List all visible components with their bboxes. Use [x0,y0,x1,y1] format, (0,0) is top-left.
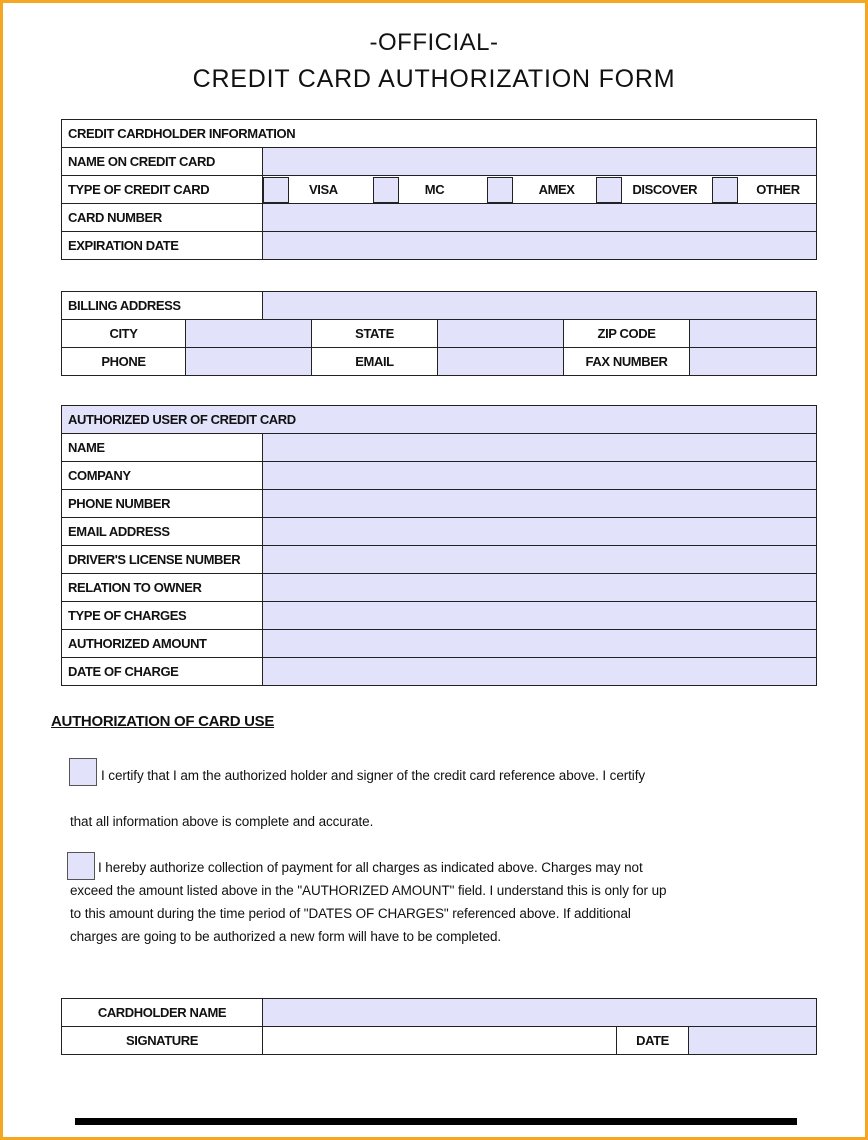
signature-field[interactable] [263,1027,617,1055]
visa-checkbox[interactable] [263,177,289,203]
expiration-date-field[interactable] [263,232,817,260]
city-label: CITY [62,320,186,348]
type-of-charges-label: TYPE OF CHARGES [62,602,263,630]
auth-name-field[interactable] [263,434,817,462]
authorization-heading: AUTHORIZATION OF CARD USE [51,713,275,730]
phone-number-field[interactable] [263,490,817,518]
discover-checkbox[interactable] [596,177,622,203]
footer-rule [75,1118,797,1125]
drivers-license-field[interactable] [263,546,817,574]
fax-number-field[interactable] [690,348,817,376]
mc-checkbox[interactable] [373,177,399,203]
official-label: -OFFICIAL- [369,29,499,56]
visa-label: VISA [309,182,338,197]
mc-label: MC [424,182,445,197]
relation-to-owner-label: RELATION TO OWNER [62,574,263,602]
card-number-field[interactable] [263,204,817,232]
cardholder-info-table [61,119,817,260]
auth-name-label: NAME [62,434,263,462]
signature-table [61,998,817,1055]
city-field[interactable] [186,320,312,348]
authorize-text-line1: I hereby authorize collection of payment for all charges as indicated above. Charges may not [98,860,643,875]
billing-address-field[interactable] [263,292,817,320]
type-of-charges-field[interactable] [263,602,817,630]
name-on-card-label: NAME ON CREDIT CARD [62,148,263,176]
phone-field[interactable] [186,348,312,376]
cardholder-name-label: CARDHOLDER NAME [62,999,263,1027]
cardholder-section-label: CREDIT CARDHOLDER INFORMATION [62,120,817,148]
amex-label: AMEX [538,182,575,197]
other-label: OTHER [756,182,800,197]
authorized-user-section-label: AUTHORIZED USER OF CREDIT CARD [62,406,817,434]
certify-text-line1: I certify that I am the authorized holder and signer of the credit card reference above. I certify [101,768,645,783]
authorized-amount-label: AUTHORIZED AMOUNT [62,630,263,658]
date-of-charge-label: DATE OF CHARGE [62,658,263,686]
authorize-text-line2: exceed the amount listed above in the "AUTHORIZED AMOUNT" field. I understand this is only for up [70,883,667,898]
certify-text-line2: that all information above is complete and accurate. [70,814,374,829]
billing-table [61,291,817,376]
name-on-card-field[interactable] [263,148,817,176]
expiration-date-label: EXPIRATION DATE [62,232,263,260]
email-address-field[interactable] [263,518,817,546]
card-number-label: CARD NUMBER [62,204,263,232]
authorize-text-line4: charges are going to be authorized a new form will have to be completed. [70,929,502,944]
signature-label: SIGNATURE [62,1027,263,1055]
email-label: EMAIL [312,348,438,376]
relation-to-owner-field[interactable] [263,574,817,602]
phone-label: PHONE [62,348,186,376]
billing-address-label: BILLING ADDRESS [62,292,263,320]
email-address-label: EMAIL ADDRESS [62,518,263,546]
company-field[interactable] [263,462,817,490]
date-label: DATE [617,1027,689,1055]
authorize-checkbox[interactable] [67,852,95,880]
authorized-user-table [61,405,817,686]
drivers-license-label: DRIVER'S LICENSE NUMBER [62,546,263,574]
zip-code-field[interactable] [690,320,817,348]
fax-number-label: FAX NUMBER [564,348,690,376]
authorize-text-line3: to this amount during the time period of "DATES OF CHARGES" referenced above. If additional [70,906,631,921]
other-checkbox[interactable] [712,177,738,203]
date-field[interactable] [689,1027,817,1055]
date-of-charge-field[interactable] [263,658,817,686]
certify-checkbox[interactable] [69,758,97,786]
state-label: STATE [312,320,438,348]
card-type-label: TYPE OF CREDIT CARD [62,176,263,204]
discover-label: DISCOVER [632,182,698,197]
authorized-amount-field[interactable] [263,630,817,658]
company-label: COMPANY [62,462,263,490]
email-field[interactable] [438,348,564,376]
zip-code-label: ZIP CODE [564,320,690,348]
form-title: CREDIT CARD AUTHORIZATION FORM [192,65,676,93]
state-field[interactable] [438,320,564,348]
cardholder-name-field[interactable] [263,999,817,1027]
amex-checkbox[interactable] [487,177,513,203]
phone-number-label: PHONE NUMBER [62,490,263,518]
card-type-options [263,176,817,204]
